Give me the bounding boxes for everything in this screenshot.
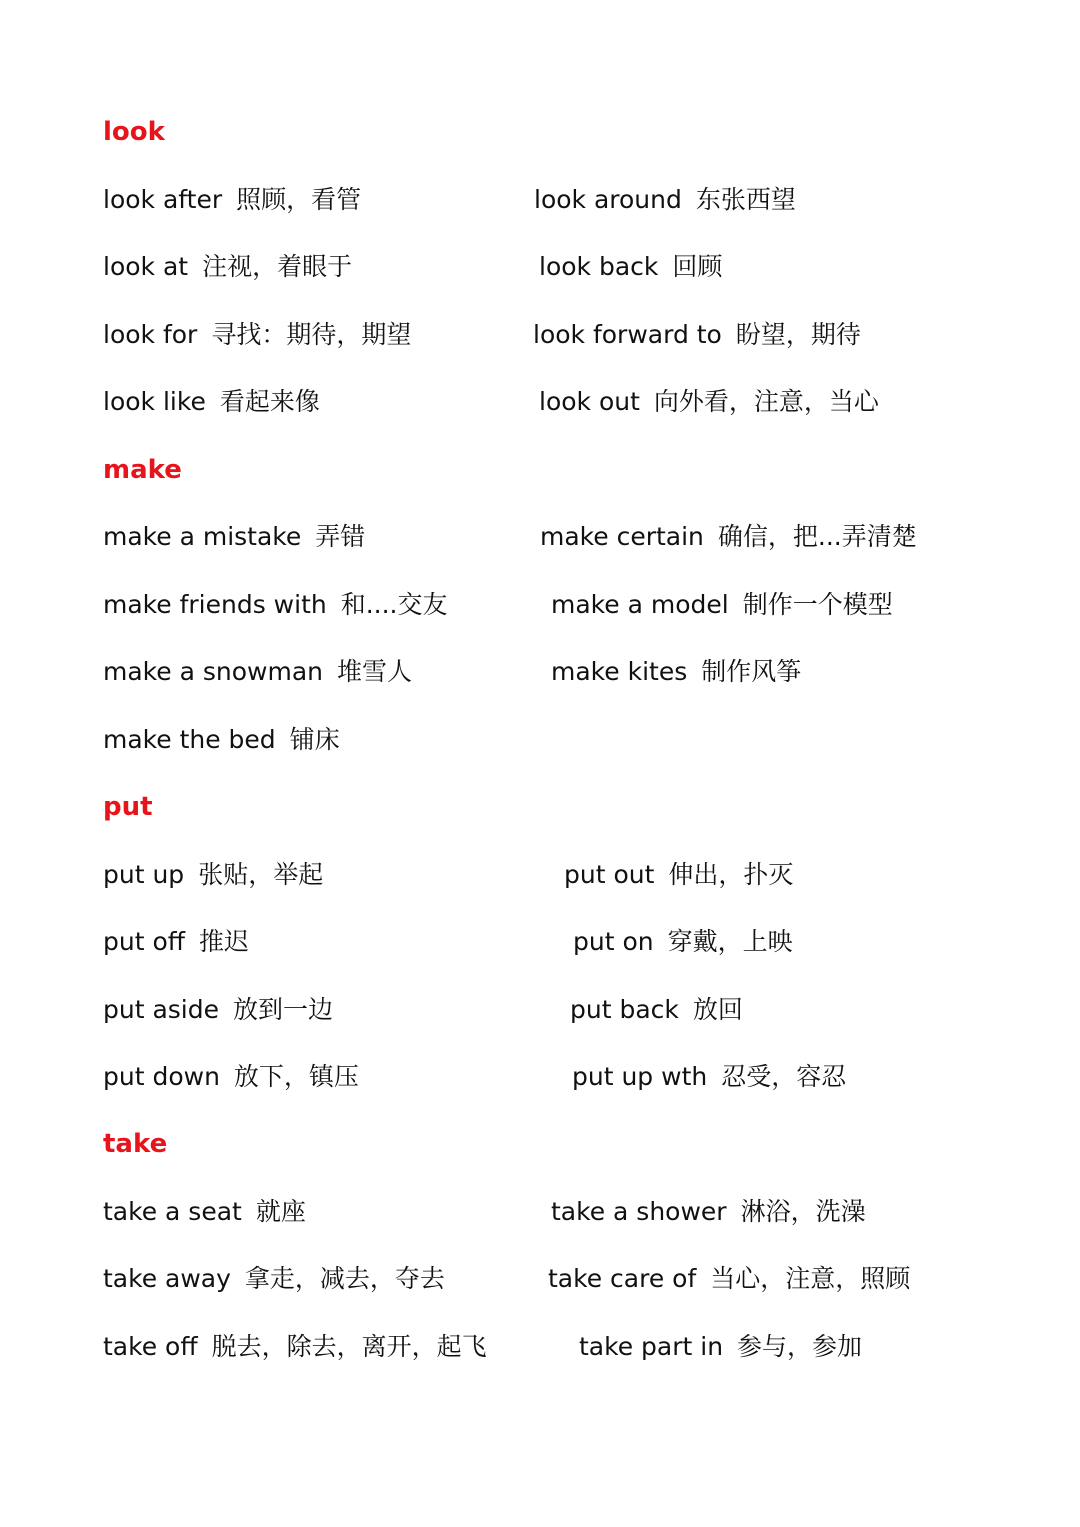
phrase-zh: 伸出，扑灭 <box>668 860 794 889</box>
phrase-zh: 看起来像 <box>219 387 320 416</box>
phrase-zh: 当心，注意，照顾 <box>710 1264 911 1293</box>
phrase-zh: 放到一边 <box>233 995 334 1024</box>
entry-take-a-seat <box>103 1197 306 1227</box>
phrase-zh: 就座 <box>255 1197 306 1226</box>
entry-make-kites <box>551 657 801 687</box>
phrase-zh: 堆雪人 <box>336 657 412 686</box>
phrase-zh: 制作一个模型 <box>742 590 893 619</box>
entry-put-back <box>570 995 743 1025</box>
phrase-en: put off <box>103 927 185 956</box>
phrase-en: look after <box>103 185 223 214</box>
phrase-en: put up <box>103 860 185 889</box>
phrase-en: look forward to <box>533 320 722 349</box>
phrase-en: make a snowman <box>103 657 323 686</box>
entry-put-up <box>103 860 323 890</box>
entry-look-around <box>534 185 796 215</box>
entry-look-like <box>103 387 320 417</box>
phrase-zh: 放回 <box>692 995 743 1024</box>
entry-make-the-bed <box>103 725 340 755</box>
phrase-zh: 拿走，减去，夺去 <box>244 1264 445 1293</box>
phrase-zh: 制作风筝 <box>701 657 802 686</box>
entry-put-up-wth <box>572 1062 846 1092</box>
phrase-zh: 推迟 <box>198 927 249 956</box>
section-heading-make: make <box>103 455 182 485</box>
phrase-zh: 向外看，注意，当心 <box>653 387 879 416</box>
phrase-en: make friends with <box>103 590 327 619</box>
phrase-en: take a shower <box>551 1197 727 1226</box>
phrase-en: take a seat <box>103 1197 242 1226</box>
entry-put-out <box>564 860 793 890</box>
phrase-zh: 忍受，容忍 <box>721 1062 847 1091</box>
phrase-zh: 放下，镇压 <box>233 1062 359 1091</box>
entry-look-at <box>103 252 352 282</box>
phrase-zh: 弄错 <box>315 522 366 551</box>
entry-put-on <box>573 927 793 957</box>
phrase-en: put on <box>573 927 654 956</box>
phrase-en: look like <box>103 387 206 416</box>
phrase-en: make certain <box>540 522 704 551</box>
phrase-en: make the bed <box>103 725 276 754</box>
entry-put-off <box>103 927 249 957</box>
entry-make-friends-with <box>103 590 448 620</box>
section-heading-look: look <box>103 117 165 147</box>
section-heading-take: take <box>103 1129 168 1159</box>
phrase-en: make a mistake <box>103 522 302 551</box>
phrase-zh: 淋浴，洗澡 <box>740 1197 866 1226</box>
entry-make-a-model <box>551 590 893 620</box>
entry-make-a-snowman <box>103 657 412 687</box>
phrase-zh: 和....交友 <box>340 590 448 619</box>
phrase-zh: 寻找：期待，期望 <box>211 320 412 349</box>
entry-look-back <box>539 252 722 282</box>
phrase-zh: 确信，把...弄清楚 <box>717 522 917 551</box>
phrase-en: make a model <box>551 590 729 619</box>
phrase-zh: 参与，参加 <box>737 1332 863 1361</box>
entry-take-away <box>103 1264 445 1294</box>
phrase-en: take away <box>103 1264 231 1293</box>
phrase-en: make kites <box>551 657 688 686</box>
entry-make-a-mistake <box>103 522 365 552</box>
phrase-en: look back <box>539 252 659 281</box>
entry-look-out <box>539 387 879 417</box>
phrase-en: look around <box>534 185 682 214</box>
phrase-zh: 铺床 <box>289 725 340 754</box>
entry-take-care-of <box>548 1264 910 1294</box>
phrase-zh: 回顾 <box>672 252 723 281</box>
phrase-zh: 脱去，除去，离开，起飞 <box>211 1332 487 1361</box>
entry-look-for <box>103 320 411 350</box>
entry-put-down <box>103 1062 359 1092</box>
phrase-zh: 东张西望 <box>695 185 796 214</box>
phrase-en: look at <box>103 252 189 281</box>
phrase-zh: 照顾，看管 <box>236 185 362 214</box>
phrase-en: take off <box>103 1332 198 1361</box>
entry-make-certain <box>540 522 917 552</box>
phrase-en: take part in <box>579 1332 724 1361</box>
entry-take-part-in <box>579 1332 862 1362</box>
phrase-en: look out <box>539 387 640 416</box>
entry-look-forward-to <box>533 320 861 350</box>
phrase-zh: 盼望，期待 <box>735 320 861 349</box>
phrase-zh: 穿戴，上映 <box>667 927 793 956</box>
phrase-zh: 注视，着眼于 <box>202 252 353 281</box>
entry-take-off <box>103 1332 487 1362</box>
phrase-en: look for <box>103 320 198 349</box>
phrase-zh: 张贴，举起 <box>198 860 324 889</box>
phrase-en: put out <box>564 860 655 889</box>
phrase-en: put down <box>103 1062 220 1091</box>
entry-take-a-shower <box>551 1197 866 1227</box>
section-heading-put: put <box>103 792 153 822</box>
phrase-en: put back <box>570 995 679 1024</box>
entry-look-after <box>103 185 361 215</box>
phrase-en: put up wth <box>572 1062 708 1091</box>
phrase-en: put aside <box>103 995 220 1024</box>
entry-put-aside <box>103 995 333 1025</box>
phrase-en: take care of <box>548 1264 697 1293</box>
